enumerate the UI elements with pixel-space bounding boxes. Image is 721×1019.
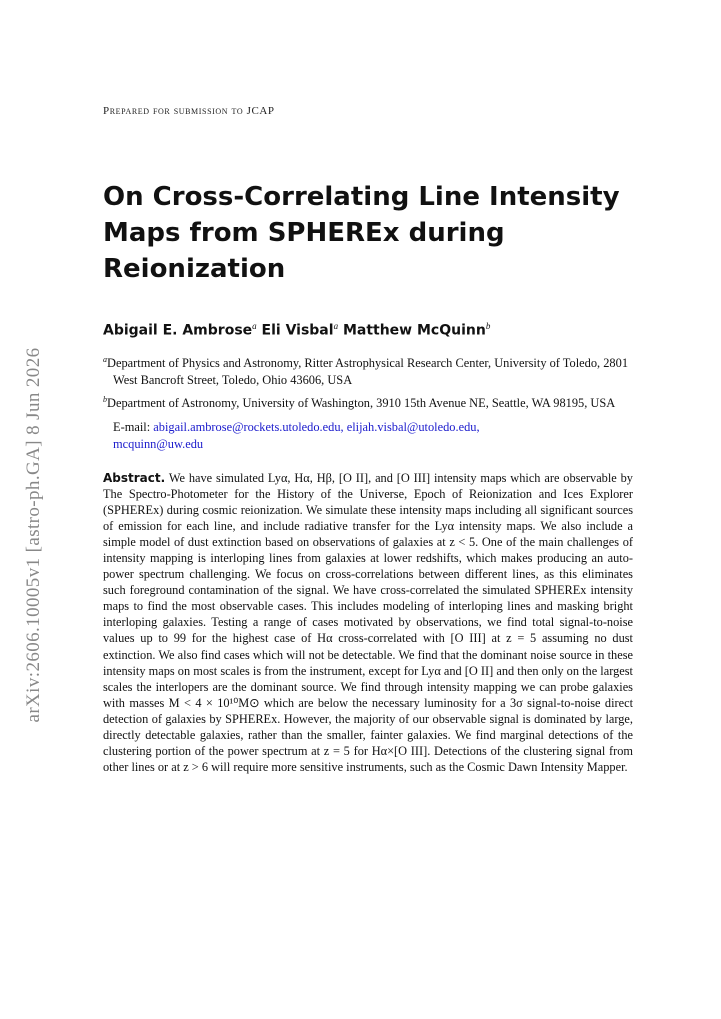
author-affiliation-mark: a <box>252 321 257 331</box>
submission-note: Prepared for submission to JCAP <box>103 105 275 117</box>
affiliation-mark: a <box>103 355 107 364</box>
arxiv-identifier: arXiv:2606.10005v1 [astro-ph.GA] 8 Jun 2026 <box>23 347 44 723</box>
affiliation-mark: b <box>103 394 107 404</box>
email-links[interactable]: abigail.ambrose@rockets.utoledo.edu, elijah.visbal@utoledo.edu, <box>153 419 480 434</box>
email-block <box>103 419 635 453</box>
author-name: Matthew McQuinn <box>342 322 486 339</box>
paper-title: On Cross-Correlating Line Intensity Maps from SPHEREx during Reionization <box>103 182 620 284</box>
author-affiliation-mark: a <box>333 321 339 331</box>
arxiv-sidebar <box>14 330 54 740</box>
abstract <box>103 470 633 775</box>
email-link[interactable]: mcquinn@uw.edu <box>113 437 204 452</box>
affiliation-item <box>103 351 635 390</box>
author-name: Abigail E. Ambrose <box>103 322 253 339</box>
author-affiliation-mark: b <box>485 321 491 331</box>
affiliation-text: Department of Astronomy, University of Washington, 3910 15th Avenue NE, Seattle, WA 98195, USA <box>107 395 616 410</box>
affiliation-item <box>103 391 635 412</box>
author-name: Eli Visbal <box>261 322 334 339</box>
affiliation-text: Department of Physics and Astronomy, Ritter Astrophysical Research Center, University of Toledo, 2801 West Bancroft Street, Toledo, Ohio 43606, USA <box>107 356 629 388</box>
author-list <box>103 321 490 339</box>
abstract-heading: Abstract. <box>103 471 166 485</box>
abstract-text: We have simulated Lyα, Hα, Hβ, [O II], and [O III] intensity maps which are observable by The Spectro-Photometer for the History of the Universe, Epoch of Reionization and Ices Explorer (SPHEREx) during cosmic reionization. We simulate these intensity maps including all significant sources of emission for each line, and include radiative transfer for the Lyα intensity maps. We also include a simple model of dust extinction based on observations of galaxies at z < 5. One of the main challenges of intensity mapping is interloping lines from galaxies at lower redshifts, which makes producing an auto-power spectrum challenging. We focus on cross-correlations between different lines, as this eliminates such foreground contamination of the signal. We have cross-correlated the simulated SPHEREx intensity maps to find the most observable cases. This includes modeling of interloping lines and masking bright interloping galaxies. Testing a range of cases motivated by observations, we find total signal-to-noise values up to 99 for the highest case of Hα cross-correlated with [O III] at z = 5 assuming no dust extinction. We also find cases which will not be detectable. We find that the dominant noise source in these intensity maps on most scales is from the instrument, except for Lyα and [O II] and then only on the largest scales the interlopers are the dominant source. We find through intensity mapping we can probe galaxies with masses M < 4 × 10¹⁰M⊙ which are below the necessary luminosity for a 3σ signal-to-noise direct detection of galaxies by SPHEREx. However, the majority of our observable signal is dominated by large, directly detectable galaxies, rather than the smaller, fainter galaxies. We find marginal detections of the clustering portion of the power spectrum at z = 5 for Hα×[O III]. Detections of the clustering signal from other lines or at z > 6 will require more sensitive instruments, such as the Cosmic Dawn Intensity Mapper. <box>103 471 633 774</box>
affiliations <box>103 351 635 453</box>
email-label: E-mail: <box>113 419 151 434</box>
